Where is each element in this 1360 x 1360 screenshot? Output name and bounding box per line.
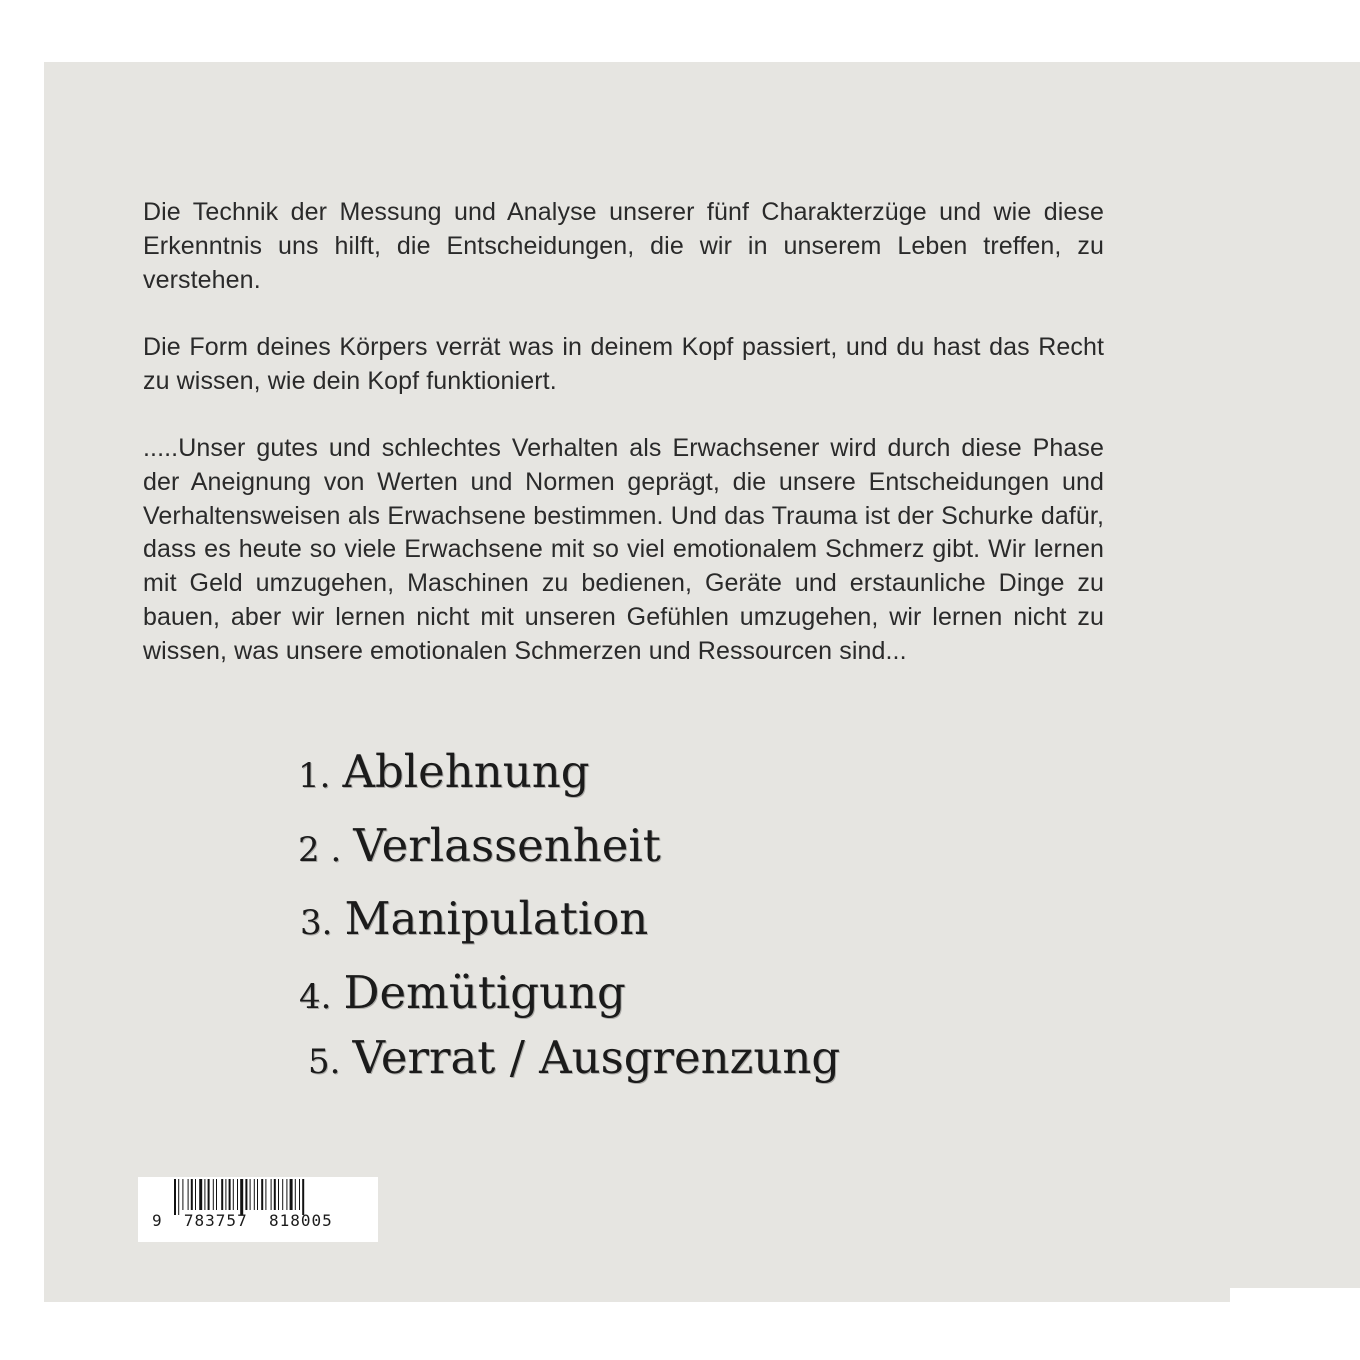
barcode-bar <box>282 1179 283 1210</box>
barcode-bar <box>302 1179 304 1215</box>
barcode-bar <box>274 1179 276 1210</box>
list-item-label: Ablehnung <box>342 745 590 798</box>
barcode-bar <box>199 1179 202 1210</box>
list-item-verrat-ausgrenzung <box>308 1032 840 1088</box>
list-item-label: Demütigung <box>343 966 626 1019</box>
list-item-number: 3. <box>300 903 333 943</box>
list-item-label: Verrat / Ausgrenzung <box>352 1031 841 1084</box>
barcode-bar <box>195 1179 196 1210</box>
list-item-ablehnung <box>298 746 590 802</box>
barcode-bar <box>271 1179 272 1210</box>
barcode-bar <box>233 1179 234 1210</box>
barcode-bar <box>237 1179 238 1210</box>
list-item-label: Manipulation <box>344 892 649 945</box>
barcode-bar <box>265 1179 266 1210</box>
body-paragraph: Die Form deines Körpers verrät was in deinem Kopf passiert, und du hast das Recht zu wissen, wie dein Kopf funktioniert. <box>143 333 1104 395</box>
isbn-barcode <box>138 1177 378 1242</box>
list-item-number: 2 . <box>298 830 342 870</box>
description-paragraph: .....Unser gutes und schlechtes Verhalten als Erwachsener wird durch diese Phase der Aneignung von Werten und Normen geprägt, die unsere Entscheidungen und Verhaltensweisen als Erwachsene bestimmen. Und das Trauma ist der Schurke dafür, dass es heute so viele Erwachsene mit so viel emotionalem Schmerz gibt. Wir lernen mit Geld umzugehen, Maschinen zu bedienen, Geräte und erstaunliche Dinge zu bauen, aber wir lernen nicht mit unseren Gefühlen umzugehen, wir lernen nicht zu wissen, was unsere emotionalen Schmerzen und Ressourcen sind... <box>143 434 1104 665</box>
barcode-bar <box>221 1179 223 1210</box>
barcode-bar <box>286 1179 287 1210</box>
barcode-bar <box>182 1179 183 1210</box>
list-item-manipulation <box>300 893 648 949</box>
barcode-bar <box>299 1179 300 1210</box>
barcode-bar <box>250 1179 251 1210</box>
intro-paragraph: Die Technik der Messung und Analyse unserer fünf Charakterzüge und wie diese Erkenntnis uns hilft, die Entscheidungen, die wir in unserem Leben treffen, zu verstehen. <box>143 198 1104 294</box>
barcode-bar <box>290 1179 293 1210</box>
barcode-bar <box>208 1179 210 1210</box>
barcode-bar <box>240 1179 243 1215</box>
barcode-bar <box>229 1179 231 1210</box>
barcode-bar <box>254 1179 255 1210</box>
barcode-bar <box>261 1179 263 1210</box>
list-item-number: 1. <box>298 756 331 796</box>
barcode-bar <box>178 1179 179 1215</box>
barcode-bar <box>188 1179 189 1210</box>
list-item-number: 5. <box>308 1042 341 1082</box>
cover-corner-notch <box>1230 1288 1360 1308</box>
barcode-bar <box>204 1179 205 1210</box>
barcode-bar <box>245 1179 247 1210</box>
barcode-bar <box>174 1179 176 1215</box>
barcode-bar <box>216 1179 217 1210</box>
list-item-demuetigung <box>299 967 626 1023</box>
barcode-bar <box>225 1179 226 1210</box>
list-item-number: 4. <box>299 977 332 1017</box>
list-item-label: Verlassenheit <box>353 819 661 872</box>
barcode-bar <box>191 1179 193 1210</box>
barcode-digits: 9 783757 818005 <box>152 1211 333 1230</box>
barcode-bar <box>257 1179 258 1210</box>
list-item-verlassenheit <box>298 820 661 876</box>
barcode-bar <box>295 1179 296 1210</box>
barcode-bar <box>213 1179 214 1210</box>
barcode-bar <box>278 1179 279 1210</box>
